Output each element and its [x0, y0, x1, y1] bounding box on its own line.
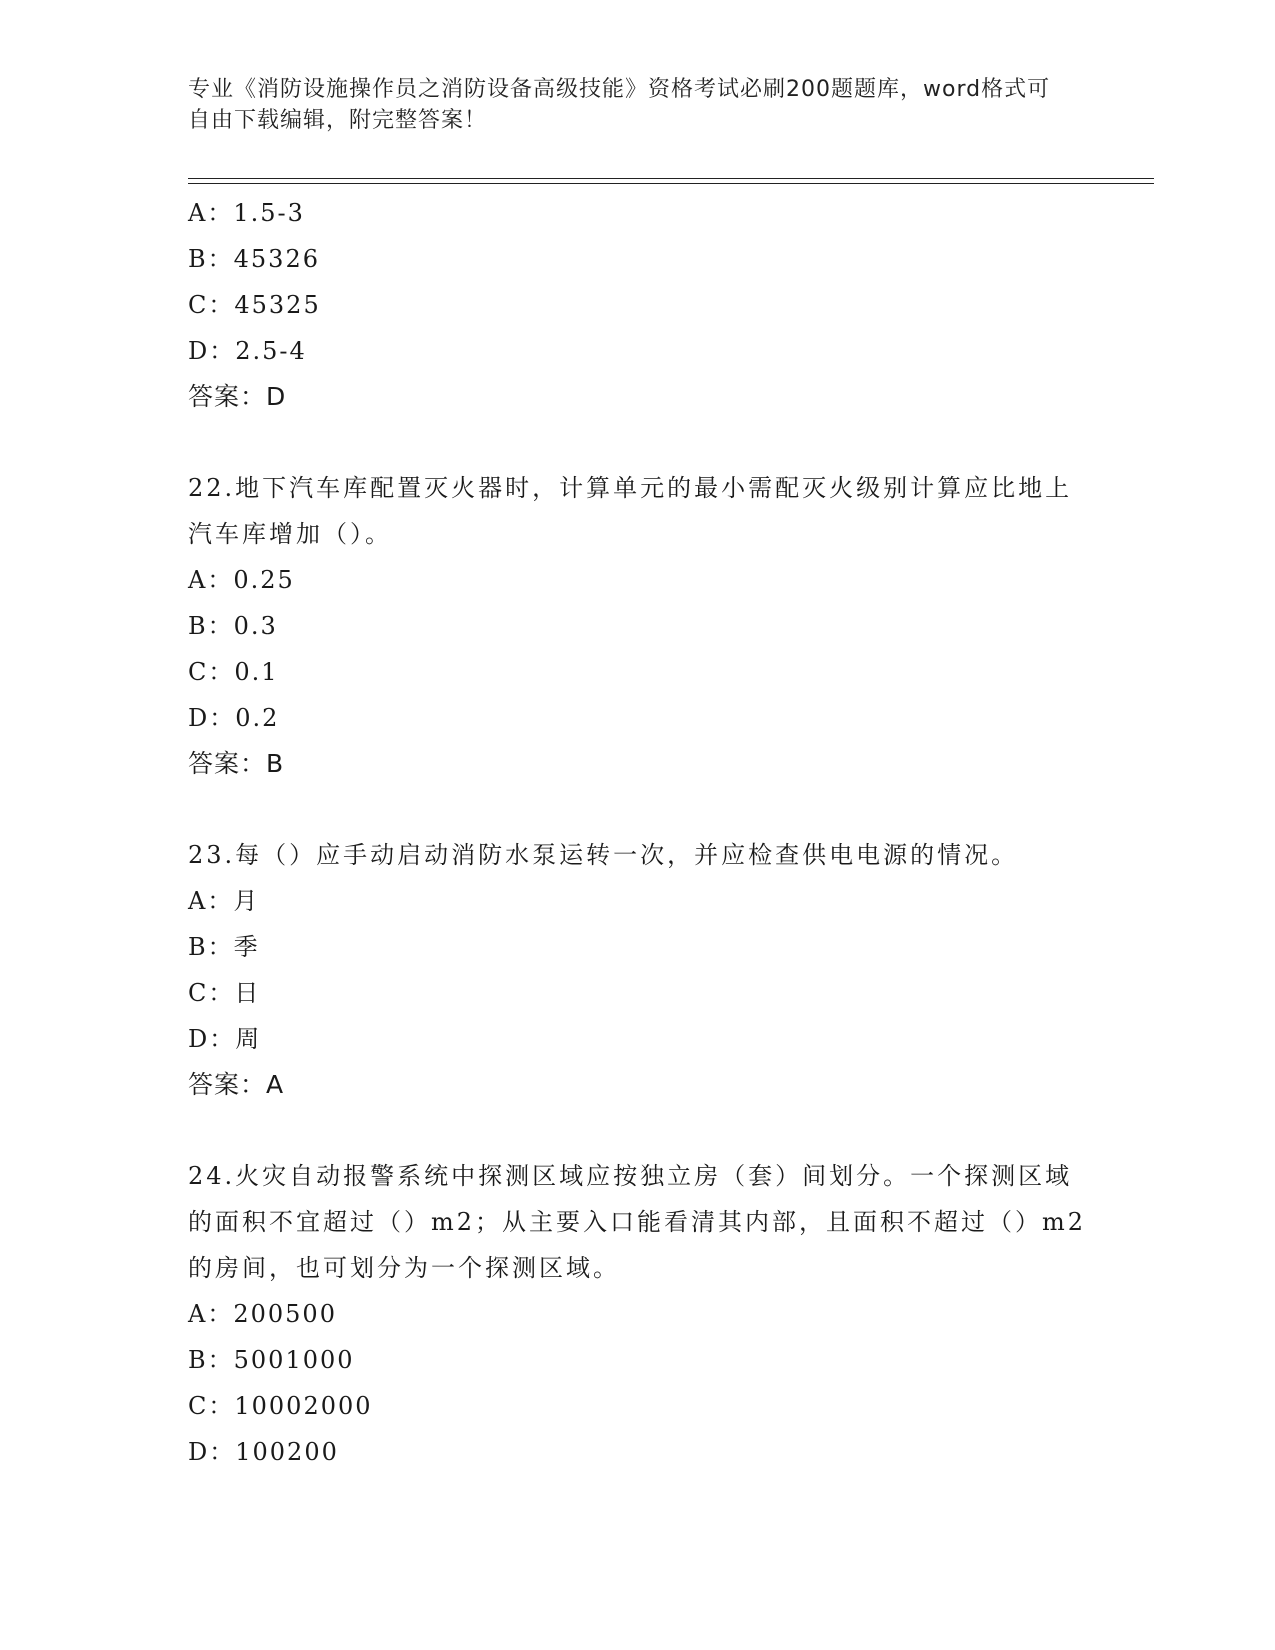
option-d: D：0.2 [188, 704, 280, 732]
option-a: A：1.5-3 [188, 199, 305, 227]
option-d: D：周 [188, 1025, 262, 1053]
question-22 [188, 465, 1088, 787]
header-rule-top [188, 178, 1154, 179]
answer-line: 答案：D [188, 382, 287, 411]
option-b: B：5001000 [188, 1346, 355, 1374]
option-b: B：季 [188, 933, 260, 961]
option-a: A：0.25 [188, 566, 295, 594]
option-d: D：100200 [188, 1438, 339, 1466]
document-header: 专业《消防设施操作员之消防设备高级技能》资格考试必刷200题题库，word格式可自由下载编辑，附完整答案！ [188, 77, 1051, 133]
question-24 [188, 1153, 1088, 1475]
header-rule-bottom [188, 183, 1154, 184]
question-text: 22.地下汽车库配置灭火器时，计算单元的最小需配灭火级别计算应比地上汽车库增加（）。 [188, 474, 1073, 548]
answer-line: 答案：B [188, 749, 285, 778]
question-content [188, 190, 1088, 1475]
option-d: D：2.5-4 [188, 337, 307, 365]
option-c: C：0.1 [188, 658, 279, 686]
option-b: B：45326 [188, 245, 320, 273]
partial-question [188, 190, 1088, 420]
question-text: 23.每（）应手动启动消防水泵运转一次，并应检查供电电源的情况。 [188, 841, 1019, 869]
option-a: A：月 [188, 887, 260, 915]
option-c: C：10002000 [188, 1392, 373, 1420]
option-b: B：0.3 [188, 612, 278, 640]
answer-line: 答案：A [188, 1070, 285, 1099]
option-c: C：日 [188, 979, 261, 1007]
question-23 [188, 832, 1088, 1108]
option-c: C：45325 [188, 291, 321, 319]
question-text: 24.火灾自动报警系统中探测区域应按独立房（套）间划分。一个探测区域的面积不宜超过（）m2；从主要入口能看清其内部，且面积不超过（）m2的房间，也可划分为一个探测区域。 [188, 1162, 1087, 1282]
option-a: A：200500 [188, 1300, 337, 1328]
